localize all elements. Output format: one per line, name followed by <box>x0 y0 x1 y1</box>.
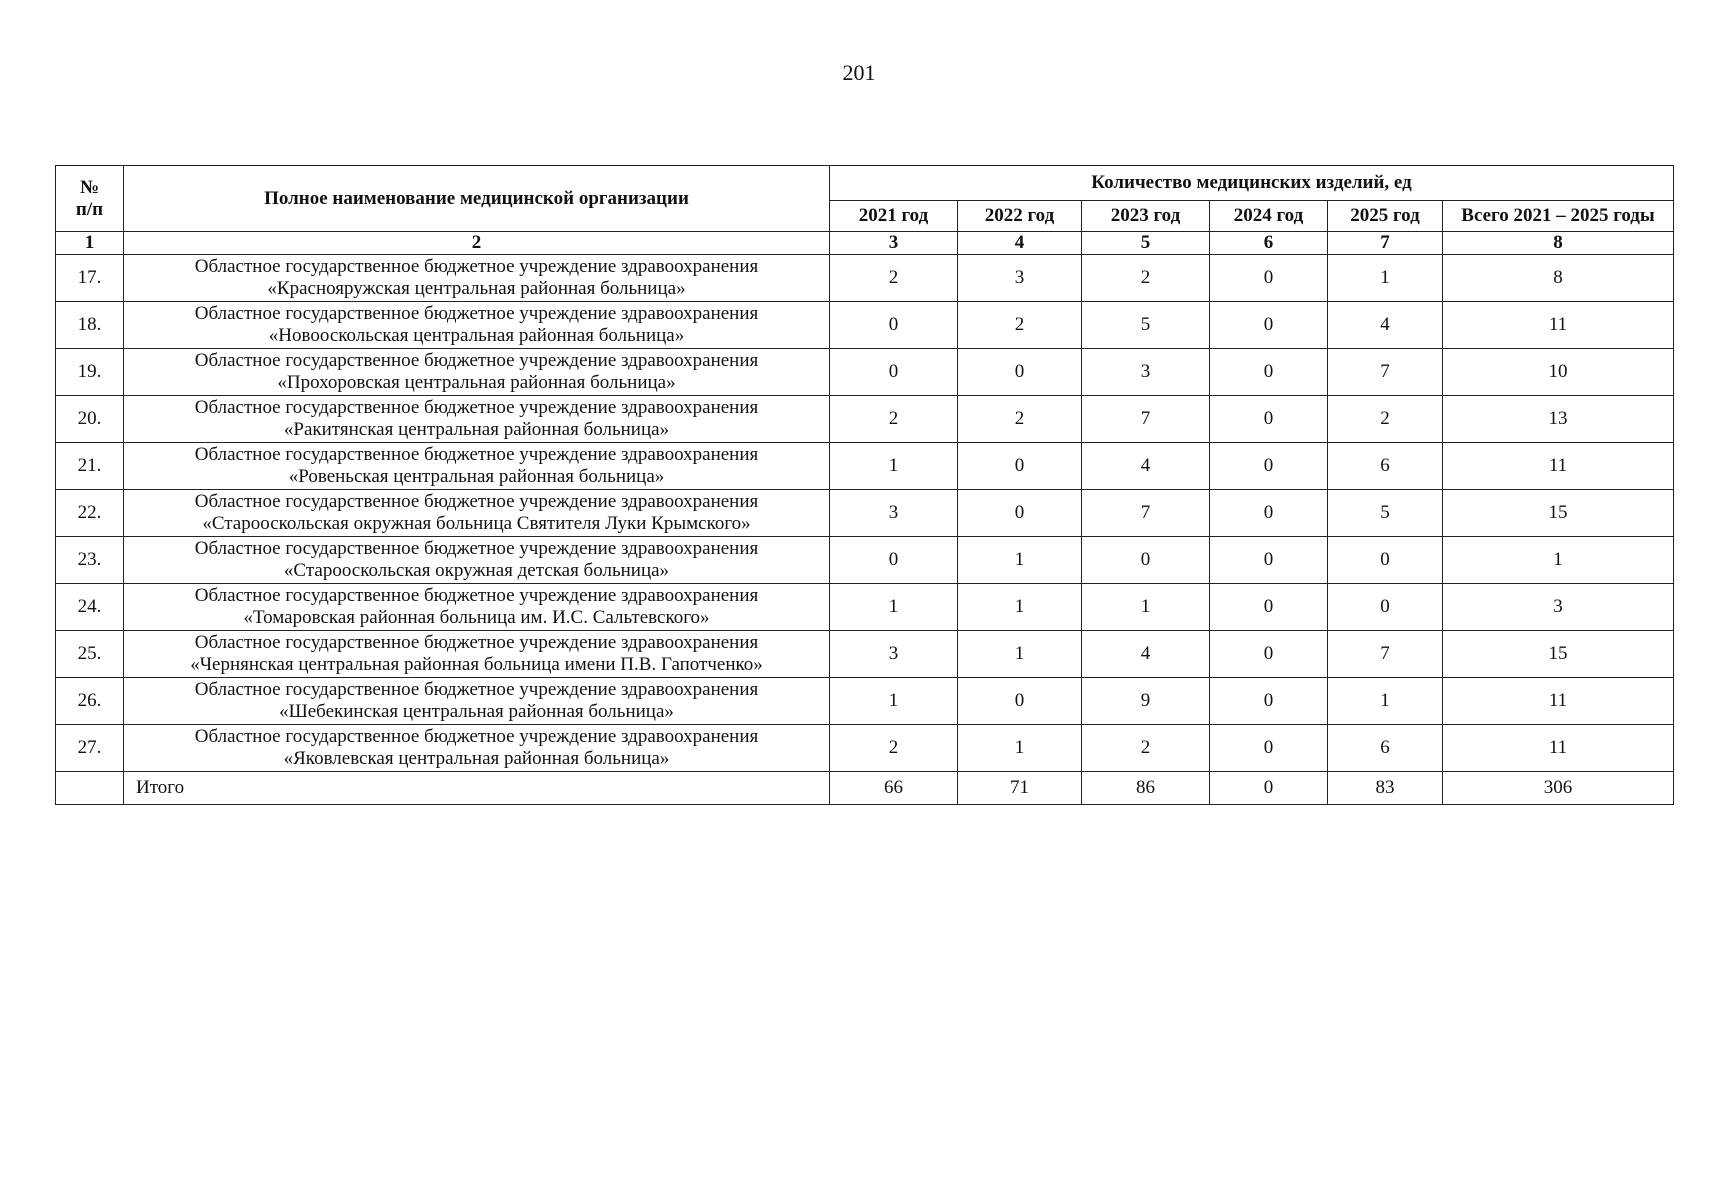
year-value: 1 <box>1328 678 1443 725</box>
row-total-value: 11 <box>1443 302 1674 349</box>
row-total-value: 1 <box>1443 537 1674 584</box>
medical-devices-table-container <box>55 165 1673 805</box>
row-total-value: 11 <box>1443 725 1674 772</box>
row-total-value: 15 <box>1443 631 1674 678</box>
year-value: 1 <box>1328 255 1443 302</box>
year-value: 4 <box>1082 631 1210 678</box>
year-value: 4 <box>1082 443 1210 490</box>
total-row <box>56 772 1674 805</box>
organization-name-line2: «Шебекинская центральная районная больница» <box>279 701 674 722</box>
total-label: Итого <box>124 772 830 805</box>
table-row <box>56 678 1674 725</box>
organization-name <box>124 349 830 396</box>
organization-name-line1: Областное государственное бюджетное учреждение здравоохранения <box>194 679 759 700</box>
row-number: 20. <box>56 396 124 443</box>
organization-name <box>124 584 830 631</box>
total-year-value: 86 <box>1082 772 1210 805</box>
table-row <box>56 255 1674 302</box>
header-group: Количество медицинских изделий, ед <box>830 166 1674 201</box>
organization-name <box>124 490 830 537</box>
year-value: 1 <box>958 584 1082 631</box>
year-value: 9 <box>1082 678 1210 725</box>
year-value: 7 <box>1082 396 1210 443</box>
year-value: 0 <box>1210 349 1328 396</box>
organization-name-line1: Областное государственное бюджетное учреждение здравоохранения <box>194 491 759 512</box>
year-value: 0 <box>1210 302 1328 349</box>
year-value: 1 <box>830 678 958 725</box>
row-total-value: 10 <box>1443 349 1674 396</box>
organization-name <box>124 396 830 443</box>
year-value: 2 <box>830 255 958 302</box>
table-row <box>56 631 1674 678</box>
column-index-cell: 5 <box>1082 232 1210 255</box>
row-number: 19. <box>56 349 124 396</box>
year-value: 0 <box>1210 255 1328 302</box>
year-value: 4 <box>1328 302 1443 349</box>
table-row <box>56 443 1674 490</box>
year-value: 2 <box>830 725 958 772</box>
year-value: 0 <box>1328 584 1443 631</box>
year-value: 5 <box>1328 490 1443 537</box>
grand-total-value: 306 <box>1443 772 1674 805</box>
organization-name <box>124 255 830 302</box>
total-year-value: 83 <box>1328 772 1443 805</box>
year-value: 1 <box>830 443 958 490</box>
year-value: 0 <box>1210 537 1328 584</box>
organization-name-line1: Областное государственное бюджетное учреждение здравоохранения <box>194 350 759 371</box>
year-value: 0 <box>958 678 1082 725</box>
organization-name-line1: Областное государственное бюджетное учреждение здравоохранения <box>194 585 759 606</box>
organization-name-line1: Областное государственное бюджетное учреждение здравоохранения <box>194 726 759 747</box>
year-value: 5 <box>1082 302 1210 349</box>
organization-name-line1: Областное государственное бюджетное учреждение здравоохранения <box>194 444 759 465</box>
year-value: 0 <box>1210 396 1328 443</box>
column-index-row <box>56 232 1674 255</box>
row-total-value: 13 <box>1443 396 1674 443</box>
row-total-value: 11 <box>1443 678 1674 725</box>
organization-name-line2: «Томаровская районная больница им. И.С. Сальтевского» <box>243 607 710 628</box>
header-num <box>56 166 124 232</box>
year-value: 6 <box>1328 725 1443 772</box>
total-year-value: 0 <box>1210 772 1328 805</box>
year-value: 3 <box>958 255 1082 302</box>
header-year-2023: 2023 год <box>1082 201 1210 232</box>
column-index-cell: 3 <box>830 232 958 255</box>
total-year-value: 66 <box>830 772 958 805</box>
organization-name <box>124 725 830 772</box>
header-year-2021: 2021 год <box>830 201 958 232</box>
organization-name <box>124 302 830 349</box>
organization-name <box>124 537 830 584</box>
table-row <box>56 349 1674 396</box>
table-row <box>56 725 1674 772</box>
organization-name-line1: Областное государственное бюджетное учреждение здравоохранения <box>194 397 759 418</box>
year-value: 0 <box>1210 490 1328 537</box>
organization-name-line2: «Ракитянская центральная районная больница» <box>283 419 670 440</box>
column-index-cell: 8 <box>1443 232 1674 255</box>
year-value: 1 <box>830 584 958 631</box>
header-year-2024: 2024 год <box>1210 201 1328 232</box>
organization-name-line1: Областное государственное бюджетное учреждение здравоохранения <box>194 632 759 653</box>
row-total-value: 15 <box>1443 490 1674 537</box>
row-number: 22. <box>56 490 124 537</box>
year-value: 0 <box>1210 678 1328 725</box>
year-value: 0 <box>958 490 1082 537</box>
year-value: 2 <box>830 396 958 443</box>
table-row <box>56 396 1674 443</box>
organization-name-line1: Областное государственное бюджетное учреждение здравоохранения <box>194 256 759 277</box>
year-value: 0 <box>830 302 958 349</box>
organization-name-line2: «Краснояружская центральная районная больница» <box>267 278 686 299</box>
year-value: 0 <box>1210 725 1328 772</box>
year-value: 1 <box>958 725 1082 772</box>
year-value: 0 <box>1210 443 1328 490</box>
column-index-cell: 2 <box>124 232 830 255</box>
header-num-text: № п/п <box>75 176 104 220</box>
year-value: 3 <box>830 631 958 678</box>
year-value: 1 <box>958 537 1082 584</box>
organization-name-line2: «Чернянская центральная районная больница имени П.В. Гапотченко» <box>190 654 763 675</box>
header-year-2025: 2025 год <box>1328 201 1443 232</box>
year-value: 0 <box>1210 631 1328 678</box>
row-total-value: 3 <box>1443 584 1674 631</box>
column-index-cell: 1 <box>56 232 124 255</box>
page-number: 201 <box>842 60 876 85</box>
organization-name-line2: «Прохоровская центральная районная больница» <box>277 372 676 393</box>
organization-name-line2: «Новооскольская центральная районная больница» <box>268 325 685 346</box>
table-row <box>56 490 1674 537</box>
year-value: 0 <box>958 443 1082 490</box>
header-name: Полное наименование медицинской организации <box>124 166 830 232</box>
year-value: 1 <box>1082 584 1210 631</box>
row-number: 27. <box>56 725 124 772</box>
organization-name-line1: Областное государственное бюджетное учреждение здравоохранения <box>194 303 759 324</box>
row-number: 17. <box>56 255 124 302</box>
organization-name-line2: «Яковлевская центральная районная больница» <box>283 748 670 769</box>
header-total-years: Всего 2021 – 2025 годы <box>1443 201 1674 232</box>
year-value: 0 <box>830 537 958 584</box>
year-value: 0 <box>830 349 958 396</box>
year-value: 2 <box>958 302 1082 349</box>
year-value: 3 <box>1082 349 1210 396</box>
year-value: 7 <box>1082 490 1210 537</box>
table-row <box>56 537 1674 584</box>
row-number: 18. <box>56 302 124 349</box>
column-index-cell: 6 <box>1210 232 1328 255</box>
medical-devices-table <box>55 165 1674 805</box>
header-year-2022: 2022 год <box>958 201 1082 232</box>
year-value: 2 <box>1082 725 1210 772</box>
organization-name-line2: «Ровеньская центральная районная больница» <box>288 466 665 487</box>
table-row <box>56 302 1674 349</box>
row-number: 24. <box>56 584 124 631</box>
row-number: 26. <box>56 678 124 725</box>
total-year-value: 71 <box>958 772 1082 805</box>
year-value: 2 <box>958 396 1082 443</box>
organization-name <box>124 678 830 725</box>
year-value: 2 <box>1082 255 1210 302</box>
year-value: 7 <box>1328 349 1443 396</box>
column-index-cell: 7 <box>1328 232 1443 255</box>
row-number: 21. <box>56 443 124 490</box>
row-number: 23. <box>56 537 124 584</box>
year-value: 2 <box>1328 396 1443 443</box>
year-value: 0 <box>958 349 1082 396</box>
year-value: 3 <box>830 490 958 537</box>
organization-name-line1: Областное государственное бюджетное учреждение здравоохранения <box>194 538 759 559</box>
organization-name-line2: «Старооскольская окружная детская больница» <box>283 560 670 581</box>
column-index-cell: 4 <box>958 232 1082 255</box>
total-row-number <box>56 772 124 805</box>
year-value: 1 <box>958 631 1082 678</box>
table-row <box>56 584 1674 631</box>
row-total-value: 11 <box>1443 443 1674 490</box>
row-total-value: 8 <box>1443 255 1674 302</box>
row-number: 25. <box>56 631 124 678</box>
year-value: 6 <box>1328 443 1443 490</box>
year-value: 0 <box>1210 584 1328 631</box>
year-value: 0 <box>1082 537 1210 584</box>
organization-name-line2: «Старооскольская окружная больница Святителя Луки Крымского» <box>202 513 751 534</box>
year-value: 0 <box>1328 537 1443 584</box>
organization-name <box>124 631 830 678</box>
year-value: 7 <box>1328 631 1443 678</box>
organization-name <box>124 443 830 490</box>
